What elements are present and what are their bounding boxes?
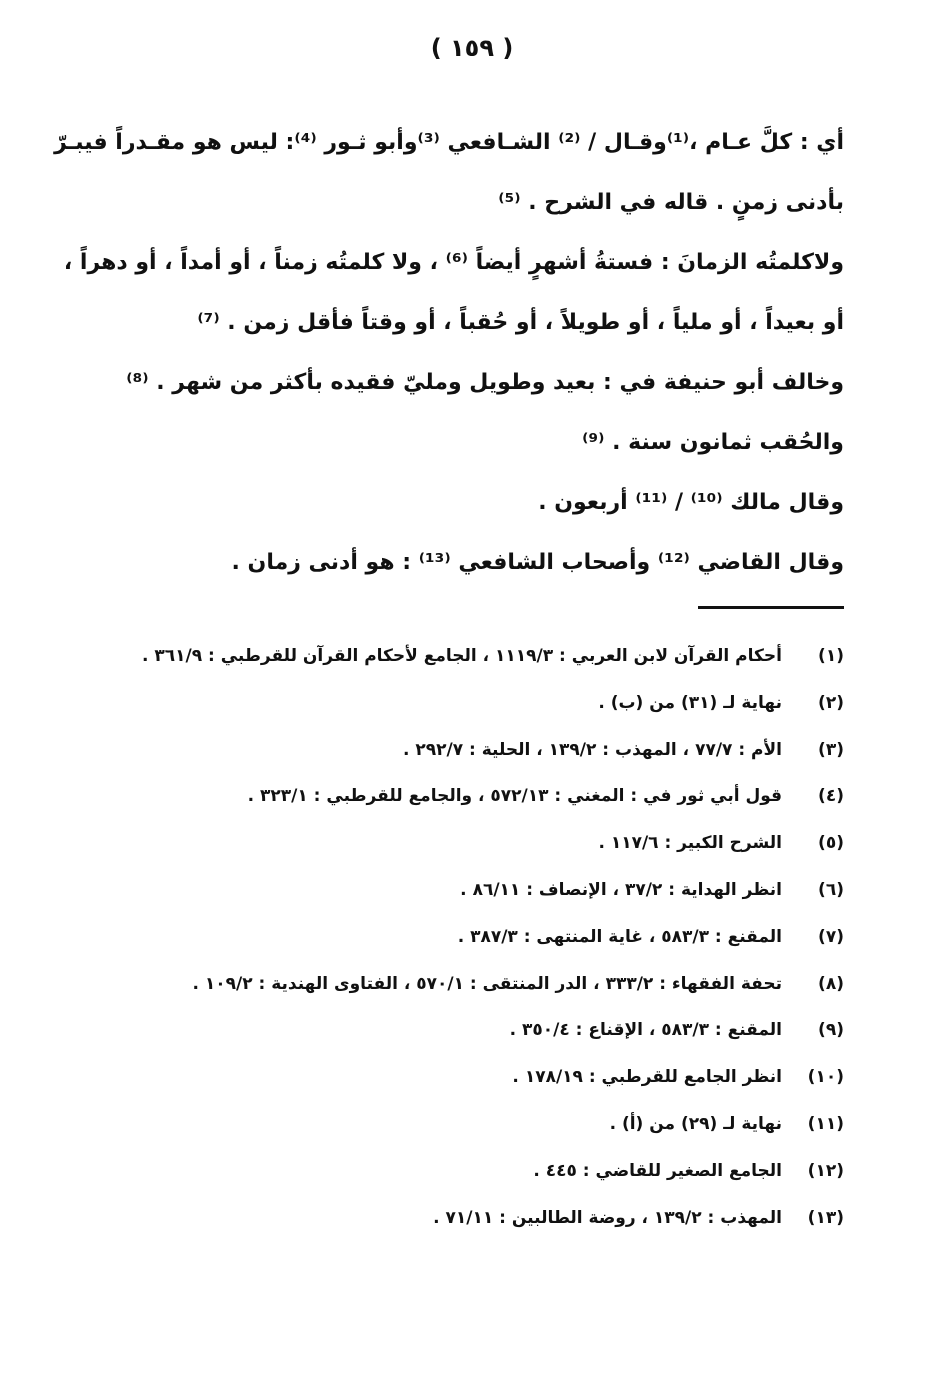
footnote-text: قول أبي ثور في : المغني : ٥٧٢/١٣ ، والجامع للقرطبي : ٣٢٣/١ . (247, 786, 782, 807)
text-line: ولاكلمتُه الزمانَ : فستةُ أشهرٍ أيضاً ⁽⁶⁾ ، ولا كلمتُه زمناً ، أو أمداً ، أو دهراً ، (63, 250, 844, 275)
footnote-text: الأم : ٧٧/٧ ، المهذب : ١٣٩/٢ ، الحلية : ٢٩٢/٧ . (402, 739, 782, 760)
footnote (124, 1054, 844, 1101)
footnote-text: تحفة الفقهاء : ٣٣٣/٢ ، الدر المنتقى : ٥٧٠/١ ، الفتاوى الهندية : ١٠٩/٢ . (192, 973, 782, 994)
footnote-text: الجامع الصغير للقاضي : ٤٤٥ . (533, 1160, 782, 1181)
footnote-number: (١٠) (807, 1067, 844, 1088)
footnote-text: الشرح الكبير : ١١٧/٦ . (598, 833, 782, 854)
footnote (124, 727, 844, 774)
footnote-text: نهاية لـ (٣١) من (ب) . (598, 692, 782, 713)
text-line: وقال مالك ⁽¹⁰⁾ / ⁽¹¹⁾ أربعون . (538, 490, 844, 515)
footnote (124, 820, 844, 867)
text-line: والحُقب ثمانون سنة . ⁽⁹⁾ (582, 430, 844, 455)
footnote-number: (١١) (807, 1113, 844, 1134)
footnote (124, 867, 844, 914)
footnote (124, 1148, 844, 1195)
page-number: ( ١٥٩ ) (430, 34, 514, 62)
text-line: أي : كلَّ عـام ،⁽¹⁾وقـال / ⁽²⁾ الشـافعي ⁽³⁾وأبو ثـور ⁽⁴⁾: ليس هو مقـدراً فيبـرّ (54, 130, 844, 155)
footnote-text: أحكام القرآن لابن العربي : ١١١٩/٣ ، الجامع لأحكام القرآن للقرطبي : ٣٦١/٩ . (141, 646, 782, 666)
footnote (124, 1101, 844, 1148)
footnote-text: المقنع : ٥٨٣/٣ ، غاية المنتهى : ٣٨٧/٣ . (457, 926, 782, 947)
footnote (124, 961, 844, 1008)
footnote-divider (698, 606, 844, 609)
footnote-number: (١٣) (807, 1207, 844, 1228)
footnote (124, 914, 844, 961)
footnote-number: (٩) (818, 1020, 844, 1041)
footnote-number: (٥) (818, 833, 844, 854)
footnote-text: انظر الجامع للقرطبي : ١٧٨/١٩ . (512, 1067, 782, 1088)
footnote (124, 1195, 844, 1242)
footnote-number: (٨) (818, 973, 844, 994)
footnote-number: (٢) (818, 692, 844, 713)
footnote-text: نهاية لـ (٢٩) من (أ) . (609, 1113, 782, 1134)
footnote (124, 1007, 844, 1054)
footnote (124, 680, 844, 727)
footnote-text: المهذب : ١٣٩/٢ ، روضة الطالبين : ٧١/١١ . (433, 1207, 782, 1228)
footnote-text: المقنع : ٥٨٣/٣ ، الإقناع : ٣٥٠/٤ . (509, 1020, 782, 1041)
footnote-number: (٤) (818, 786, 844, 807)
text-line: وقال القاضي ⁽¹²⁾ وأصحاب الشافعي ⁽¹³⁾ : هو أدنى زمان . (231, 550, 844, 575)
footnote-number: (١) (818, 646, 844, 666)
footnote (124, 773, 844, 820)
footnotes-list (124, 633, 844, 1241)
main-text (54, 113, 844, 593)
footnote (124, 633, 844, 680)
text-line: أو بعيداً ، أو ملياً ، أو طويلاً ، أو حُقباً ، أو وقتاً فأقل زمن . ⁽⁷⁾ (197, 310, 844, 335)
footnote-number: (٦) (818, 879, 844, 900)
footnote-number: (٧) (818, 926, 844, 947)
footnote-number: (١٢) (807, 1160, 844, 1181)
footnote-text: انظر الهداية : ٣٧/٢ ، الإنصاف : ٨٦/١١ . (460, 879, 782, 900)
text-line: وخالف أبو حنيفة في : بعيد وطويل ومليّ فقيده بأكثر من شهر . ⁽⁸⁾ (126, 370, 844, 395)
text-line: بأدنى زمنٍ . قاله في الشرح . ⁽⁵⁾ (498, 190, 844, 215)
footnote-number: (٣) (818, 739, 844, 760)
